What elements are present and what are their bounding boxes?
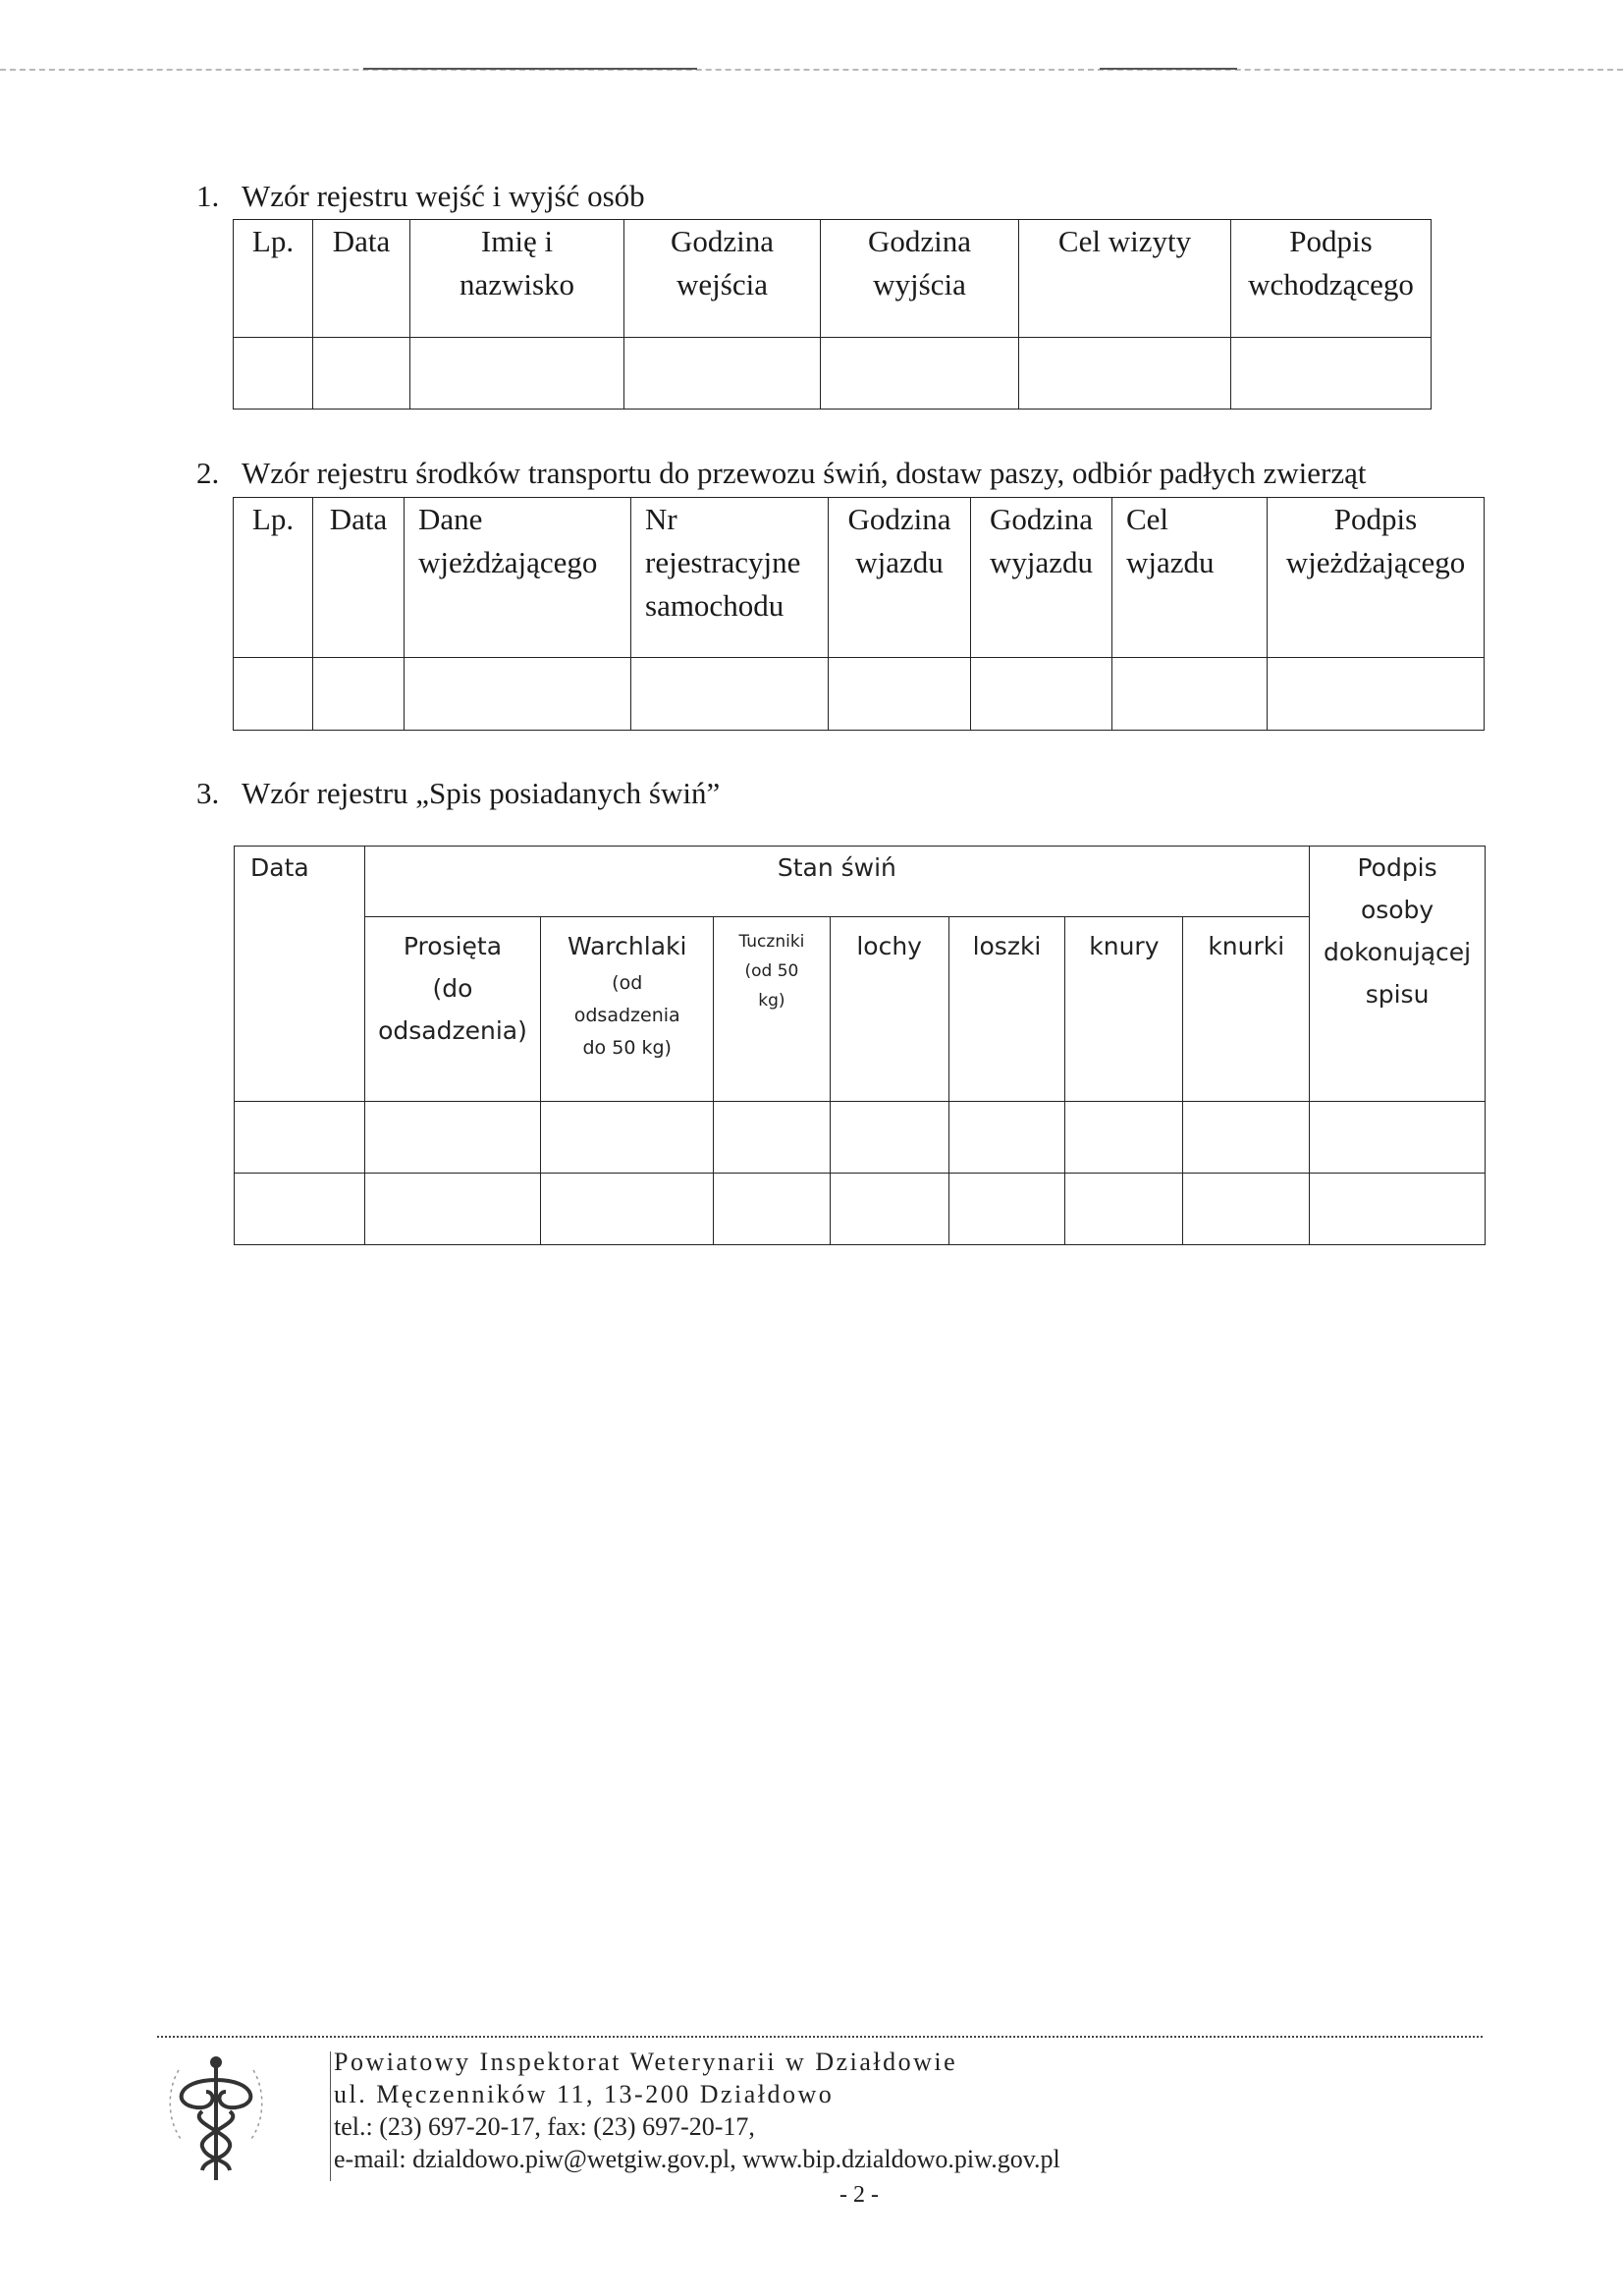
footer-institution: Powiatowy Inspektorat Weterynarii w Działdowie bbox=[334, 2048, 958, 2076]
empty-cell[interactable] bbox=[364, 1174, 541, 1245]
table-row bbox=[235, 1102, 1486, 1174]
empty-cell[interactable] bbox=[313, 338, 410, 410]
section-number: 2. bbox=[196, 456, 220, 490]
empty-cell[interactable] bbox=[235, 1174, 365, 1245]
header-cell: Dane wjeżdżającego bbox=[405, 498, 631, 658]
empty-cell[interactable] bbox=[1019, 338, 1231, 410]
section-2-heading bbox=[196, 456, 1367, 491]
empty-cell[interactable] bbox=[1065, 1174, 1183, 1245]
empty-cell[interactable] bbox=[830, 1174, 948, 1245]
subheader-cell: Tuczniki (od 50 kg) bbox=[714, 917, 831, 1102]
subheader-cell: knurki bbox=[1183, 917, 1310, 1102]
header-cell: Godzina wjazdu bbox=[829, 498, 971, 658]
scan-artifact-line bbox=[0, 69, 1623, 71]
empty-cell[interactable] bbox=[364, 1102, 541, 1174]
header-cell: Imię i nazwisko bbox=[410, 220, 624, 338]
table-row bbox=[235, 1174, 1486, 1245]
empty-cell[interactable] bbox=[1268, 658, 1485, 731]
footer-divider bbox=[157, 2036, 1483, 2038]
subheader-cell: lochy bbox=[830, 917, 948, 1102]
footer-email: e-mail: dzialdowo.piw@wetgiw.gov.pl, www.bip.dzialdowo.piw.gov.pl bbox=[334, 2145, 1060, 2173]
header-cell: Godzina wyjścia bbox=[821, 220, 1019, 338]
empty-cell[interactable] bbox=[1112, 658, 1268, 731]
header-cell: Data bbox=[313, 220, 410, 338]
header-cell: Cel wjazdu bbox=[1112, 498, 1268, 658]
header-cell: Nr rejestracyjne samochodu bbox=[631, 498, 829, 658]
visitor-register-table bbox=[233, 219, 1432, 410]
scan-artifact-segment bbox=[1100, 68, 1237, 70]
header-cell-signature: Podpis osoby dokonującej spisu bbox=[1310, 847, 1486, 1102]
table-subheader-row bbox=[235, 917, 1486, 1102]
footer-phone: tel.: (23) 697-20-17, fax: (23) 697-20-17, bbox=[334, 2112, 755, 2141]
header-cell-data: Data bbox=[235, 847, 365, 1102]
footer-street: ul. Męczenników 11, 13-200 Działdowo bbox=[334, 2080, 835, 2108]
empty-cell[interactable] bbox=[1183, 1174, 1310, 1245]
section-number: 1. bbox=[196, 179, 220, 213]
table-header-row bbox=[234, 498, 1485, 658]
table-header-row bbox=[234, 220, 1432, 338]
empty-cell[interactable] bbox=[830, 1102, 948, 1174]
section-1-heading bbox=[196, 179, 645, 214]
footer-address bbox=[334, 2046, 1060, 2175]
page-number: - 2 - bbox=[839, 2182, 879, 2208]
empty-cell[interactable] bbox=[948, 1102, 1065, 1174]
section-title: Wzór rejestru „Spis posiadanych świń” bbox=[242, 776, 721, 810]
empty-cell[interactable] bbox=[541, 1102, 714, 1174]
empty-cell[interactable] bbox=[1183, 1102, 1310, 1174]
transport-register-table bbox=[233, 497, 1485, 731]
empty-cell[interactable] bbox=[405, 658, 631, 731]
header-cell: Podpis wchodzącego bbox=[1231, 220, 1432, 338]
empty-cell[interactable] bbox=[971, 658, 1112, 731]
subheader-cell: knury bbox=[1065, 917, 1183, 1102]
subheader-cell: loszki bbox=[948, 917, 1065, 1102]
empty-cell[interactable] bbox=[1310, 1174, 1486, 1245]
table-row bbox=[234, 658, 1485, 731]
header-cell: Godzina wyjazdu bbox=[971, 498, 1112, 658]
section-title: Wzór rejestru wejść i wyjść osób bbox=[242, 179, 645, 213]
pig-inventory-table bbox=[234, 846, 1486, 1245]
empty-cell[interactable] bbox=[234, 338, 313, 410]
scan-artifact-segment bbox=[363, 68, 697, 70]
header-cell: Data bbox=[313, 498, 405, 658]
section-number: 3. bbox=[196, 776, 220, 810]
empty-cell[interactable] bbox=[235, 1102, 365, 1174]
empty-cell[interactable] bbox=[1231, 338, 1432, 410]
section-title: Wzór rejestru środków transportu do przewozu świń, dostaw paszy, odbiór padłych zwierząt bbox=[242, 456, 1367, 490]
empty-cell[interactable] bbox=[624, 338, 821, 410]
header-cell: Cel wizyty bbox=[1019, 220, 1231, 338]
empty-cell[interactable] bbox=[714, 1174, 831, 1245]
header-cell: Lp. bbox=[234, 220, 313, 338]
caduceus-icon bbox=[157, 2050, 275, 2188]
empty-cell[interactable] bbox=[410, 338, 624, 410]
table-row bbox=[234, 338, 1432, 410]
empty-cell[interactable] bbox=[541, 1174, 714, 1245]
subheader-cell: Warchlaki (od odsadzenia do 50 kg) bbox=[541, 917, 714, 1102]
table-header-row bbox=[235, 847, 1486, 917]
header-cell-stan: Stan świń bbox=[364, 847, 1310, 917]
empty-cell[interactable] bbox=[829, 658, 971, 731]
empty-cell[interactable] bbox=[631, 658, 829, 731]
empty-cell[interactable] bbox=[714, 1102, 831, 1174]
subheader-cell: Prosięta (do odsadzenia) bbox=[364, 917, 541, 1102]
empty-cell[interactable] bbox=[1310, 1102, 1486, 1174]
header-cell: Godzina wejścia bbox=[624, 220, 821, 338]
empty-cell[interactable] bbox=[1065, 1102, 1183, 1174]
section-3-heading bbox=[196, 776, 720, 811]
empty-cell[interactable] bbox=[234, 658, 313, 731]
header-cell: Podpis wjeżdżającego bbox=[1268, 498, 1485, 658]
header-cell: Lp. bbox=[234, 498, 313, 658]
footer-vertical-rule bbox=[330, 2051, 331, 2181]
empty-cell[interactable] bbox=[313, 658, 405, 731]
empty-cell[interactable] bbox=[948, 1174, 1065, 1245]
empty-cell[interactable] bbox=[821, 338, 1019, 410]
